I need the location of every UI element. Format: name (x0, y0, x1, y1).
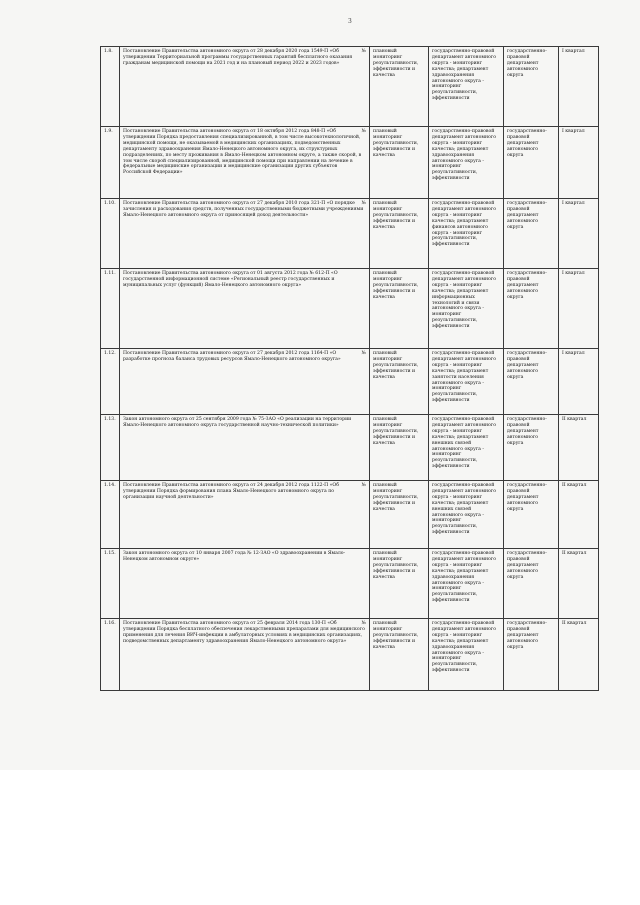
legal-act-cell (120, 349, 370, 415)
coexecutor-cell: государственно-правовой департамент автономного округа (504, 415, 559, 481)
coexecutor-cell: государственно-правовой департамент автономного округа (504, 549, 559, 619)
table-row (101, 47, 599, 127)
table-row (101, 199, 599, 269)
coexecutor-cell: государственно-правовой департамент автономного округа (504, 481, 559, 549)
legal-act-text: Постановление Правительства автономного округа от 01 августа 2012 года № 612-П «О государственной информационной системе «Региональный реестр государственных и муниципальных услуг (функций) Ямало-Ненецкого автономного округа» (123, 271, 338, 288)
row-number-cell: 1.11. (101, 269, 120, 349)
legal-act-cell (120, 619, 370, 691)
legal-act-cell (120, 199, 370, 269)
table-row (101, 349, 599, 415)
executor-cell: государственно-правовой департамент автономного округа - мониторинг качества; департамент здравоохранения автономного округа - мониторинг результативности, эффективности (429, 127, 504, 199)
monitoring-type-cell: плановый мониторинг результативности, эффективности и качества (370, 349, 429, 415)
row-number-cell: 1.12. (101, 349, 120, 415)
period-cell: I квартал (559, 269, 599, 349)
executor-cell: государственно-правовой департамент автономного округа - мониторинг качества; департамент здравоохранения автономного округа - мониторинг результативности, эффективности (429, 47, 504, 127)
period-cell: II квартал (559, 619, 599, 691)
period-cell: II квартал (559, 481, 599, 549)
number-sign: № (361, 351, 366, 356)
table-row (101, 481, 599, 549)
row-number-cell: 1.8. (101, 47, 120, 127)
row-number-cell: 1.14. (101, 481, 120, 549)
period-cell: I квартал (559, 127, 599, 199)
monitoring-type-cell: плановый мониторинг результативности, эффективности и качества (370, 481, 429, 549)
legal-act-text: Закон автономного округа от 25 сентября 2009 года № 75-ЗАО «О реализации на территории Ямало-Ненецкого автономного округа государственной научно-технической политики» (123, 417, 352, 428)
row-number-cell: 1.15. (101, 549, 120, 619)
legal-act-text: Постановление Правительства автономного округа от 24 декабря 2012 года 1122-П «Об утверждении Порядка формирования плана Ямало-Ненецкого автономного округа по организации научной деятельности» (123, 483, 339, 500)
row-number-cell: 1.10. (101, 199, 120, 269)
period-cell: I квартал (559, 47, 599, 127)
table-row (101, 127, 599, 199)
table-row (101, 619, 599, 691)
table-row (101, 415, 599, 481)
coexecutor-cell: государственно-правовой департамент автономного округа (504, 47, 559, 127)
table-row (101, 549, 599, 619)
number-sign: № (361, 49, 366, 54)
executor-cell: государственно-правовой департамент автономного округа - мониторинг качества; департамент занятости населения автономного округа - мониторинг результативности, эффективности (429, 349, 504, 415)
period-cell: I квартал (559, 199, 599, 269)
monitoring-type-cell: плановый мониторинг результативности, эффективности и качества (370, 619, 429, 691)
monitoring-plan-table (100, 46, 599, 691)
number-sign: № (361, 201, 366, 206)
page-bottom-margin (0, 770, 640, 905)
period-cell: II квартал (559, 415, 599, 481)
monitoring-type-cell: плановый мониторинг результативности, эффективности и качества (370, 415, 429, 481)
executor-cell: государственно-правовой департамент автономного округа - мониторинг качества; департамент здравоохранения автономного округа - мониторинг результативности, эффективности (429, 549, 504, 619)
number-sign: № (361, 129, 366, 134)
coexecutor-cell: государственно-правовой департамент автономного округа (504, 199, 559, 269)
monitoring-type-cell: плановый мониторинг результативности, эффективности и качества (370, 127, 429, 199)
coexecutor-cell: государственно-правовой департамент автономного округа (504, 349, 559, 415)
row-number-cell: 1.13. (101, 415, 120, 481)
legal-act-text: Постановление Правительства автономного округа от 27 декабря 2010 года 321-П «О порядке зачисления и расходования средств, полученных государственными бюджетными учреждениями Ямало-Ненецкого автономного округа от приносящей доход деятельности» (123, 201, 364, 218)
monitoring-type-cell: плановый мониторинг результативности, эффективности и качества (370, 549, 429, 619)
legal-act-text: Постановление Правительства автономного округа от 25 февраля 2014 года 130-П «Об утверждении Порядка бесплатного обеспечения лекарственными препаратами для медицинского применения для лечения ВИЧ-инфекции в амбулаторных условиях в медицинских организациях, подведомственных департаменту здравоохранения Ямало-Ненецкого автономного округа» (123, 621, 365, 644)
legal-act-text: Постановление Правительства автономного округа от 18 октября 2012 года 848-П «Об утверждении Порядка предоставления специализированной, в том числе высокотехнологичной, медицинской помощи, не оказываемой в медицинских организациях, подведомственных департаменту здравоохранения Ямало-Ненецкого автономного округа, их структурных подразделениях, по месту проживания в Ямало-Ненецком автономном округе, а также скорой, в том числе скорой специализированной, медицинской помощи при направлении на лечение в федеральные медицинские организации и медицинские организации других субъектов Российской Федерации» (123, 129, 362, 176)
executor-cell: государственно-правовой департамент автономного округа - мониторинг качества; департамент внешних связей автономного округа - мониторинг результативности, эффективности (429, 415, 504, 481)
coexecutor-cell: государственно-правовой департамент автономного округа (504, 127, 559, 199)
number-sign: № (361, 483, 366, 488)
monitoring-type-cell: плановый мониторинг результативности, эффективности и качества (370, 47, 429, 127)
executor-cell: государственно-правовой департамент автономного округа - мониторинг качества; департамент финансов автономного округа - мониторинг результативности, эффективности (429, 199, 504, 269)
legal-act-text: Постановление Правительства автономного округа от 27 декабря 2012 года 1164-П «О разработке прогноза баланса трудовых ресурсов Ямало-Ненецкого автономного округа» (123, 351, 341, 362)
row-number-cell: 1.9. (101, 127, 120, 199)
legal-act-cell (120, 127, 370, 199)
period-cell: I квартал (559, 349, 599, 415)
coexecutor-cell: государственно-правовой департамент автономного округа (504, 619, 559, 691)
period-cell: II квартал (559, 549, 599, 619)
legal-act-cell (120, 481, 370, 549)
legal-act-cell (120, 47, 370, 127)
legal-act-text: Постановление Правительства автономного округа от 28 декабря 2020 года 1549-П «Об утверждении Территориальной программы государственных гарантий бесплатного оказания гражданам медицинской помощи на 2021 год и на плановый период 2022 и 2023 годов» (123, 49, 353, 66)
number-sign: № (361, 621, 366, 626)
page-number: 3 (348, 18, 352, 25)
monitoring-type-cell: плановый мониторинг результативности, эффективности и качества (370, 199, 429, 269)
table-row (101, 269, 599, 349)
legal-act-cell (120, 415, 370, 481)
legal-act-cell (120, 269, 370, 349)
executor-cell: государственно-правовой департамент автономного округа - мониторинг качества; департамент здравоохранения автономного округа - мониторинг результативности, эффективности (429, 619, 504, 691)
monitoring-type-cell: плановый мониторинг результативности, эффективности и качества (370, 269, 429, 349)
row-number-cell: 1.16. (101, 619, 120, 691)
legal-act-cell (120, 549, 370, 619)
coexecutor-cell: государственно-правовой департамент автономного округа (504, 269, 559, 349)
legal-act-text: Закон автономного округа от 10 января 2007 года № 12-ЗАО «О здравоохранении в Ямало-Ненецком автономном округе» (123, 551, 346, 562)
executor-cell: государственно-правовой департамент автономного округа - мониторинг качества; департамент внешних связей автономного округа - мониторинг результативности, эффективности (429, 481, 504, 549)
executor-cell: государственно-правовой департамент автономного округа - мониторинг качества; департамент информационных технологий и связи автономного округа - мониторинг результативности, эффективности (429, 269, 504, 349)
